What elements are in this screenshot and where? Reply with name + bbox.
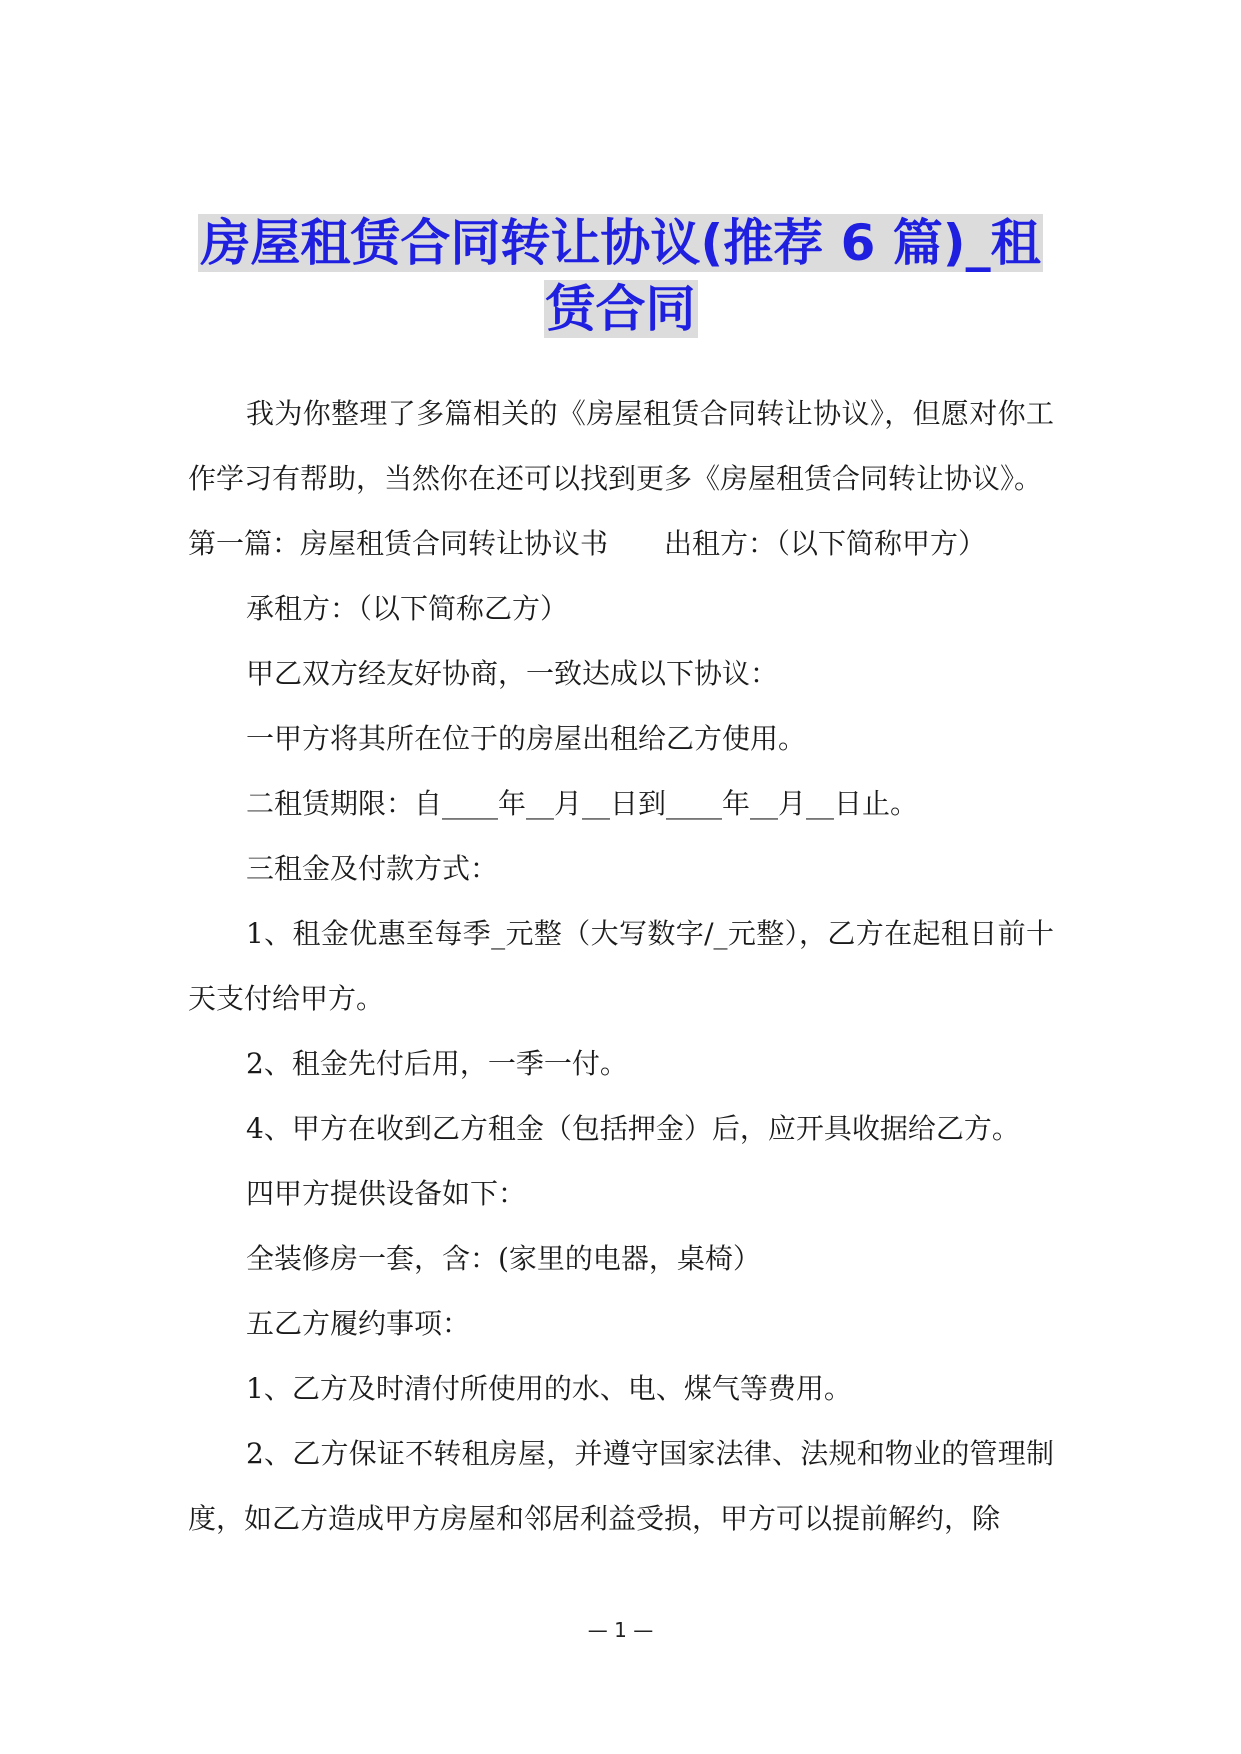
paragraph: 二租赁期限：自____年__月__日到____年__月__日止。: [246, 787, 919, 820]
paragraph: 全装修房一套，含：(家里的电器，桌椅）: [246, 1242, 761, 1275]
paragraph: 承租方：（以下简称乙方）: [246, 592, 569, 625]
paragraph: 2、租金先付后用，一季一付。: [246, 1047, 628, 1080]
paragraph: 三租金及付款方式：: [246, 852, 499, 885]
paragraph: 一甲方将其所在位于的房屋出租给乙方使用。: [246, 722, 807, 755]
paragraph: 2、乙方保证不转租房屋，并遵守国家法律、法规和物业的管理制度，如乙方造成甲方房屋和邻居利益受损，甲方可以提前解约，除: [188, 1437, 1054, 1535]
document-title: [150, 210, 1091, 342]
page-number: — 1 —: [587, 1618, 654, 1642]
paragraph: 甲乙双方经友好协商，一致达成以下协议：: [246, 657, 779, 690]
paragraph: 我为你整理了多篇相关的《房屋租赁合同转让协议》，但愿对你工作学习有帮助，当然你在还可以找到更多《房屋租赁合同转让协议》。: [188, 397, 1054, 495]
paragraph: 五乙方履约事项：: [246, 1307, 471, 1340]
paragraph: 第一篇：房屋租赁合同转让协议书 出租方：（以下简称甲方）: [188, 527, 987, 560]
title-line-1: 房屋租赁合同转让协议(推荐 6 篇)_租: [200, 214, 1041, 272]
paragraph: 4、甲方在收到乙方租金（包括押金）后，应开具收据给乙方。: [246, 1112, 1020, 1145]
paragraph: 1、租金优惠至每季_元整（大写数字/_元整），乙方在起租日前十天支付给甲方。: [188, 917, 1054, 1015]
paragraph: 1、乙方及时清付所使用的水、电、煤气等费用。: [246, 1372, 852, 1405]
title-line-2: 赁合同: [545, 280, 696, 338]
document-body: [188, 381, 1054, 1551]
paragraph: 四甲方提供设备如下：: [246, 1177, 527, 1210]
